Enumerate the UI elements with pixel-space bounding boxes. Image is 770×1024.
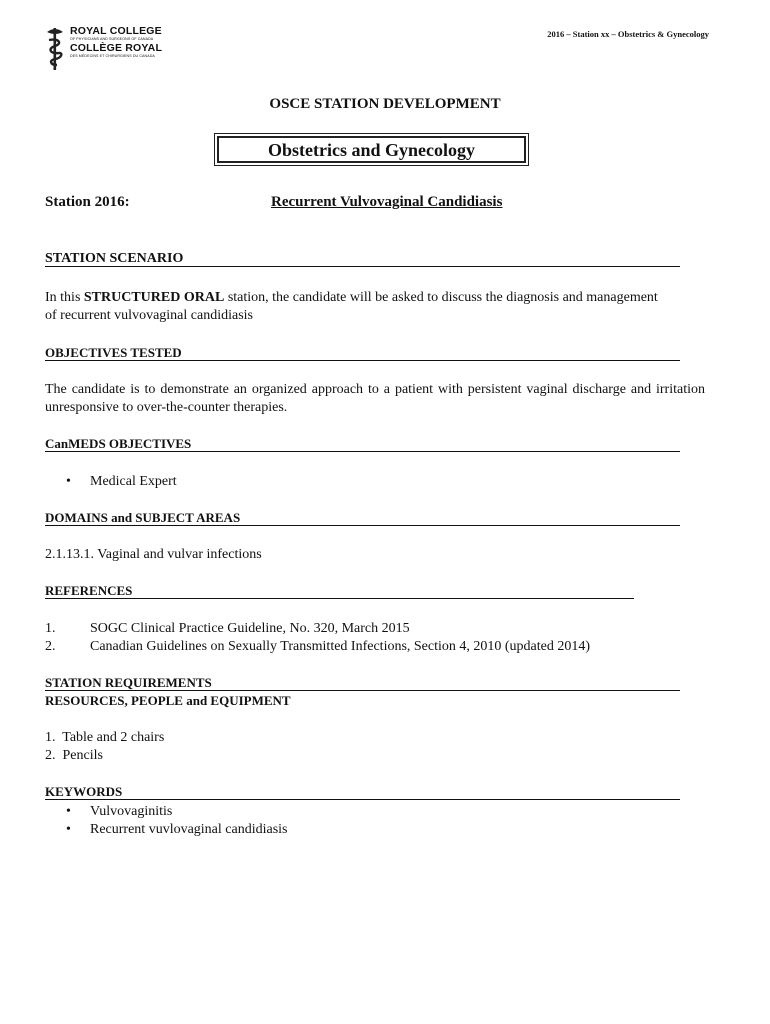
logo-line-royal-college: ROYAL COLLEGE xyxy=(70,25,162,37)
section-heading-keywords: KEYWORDS xyxy=(45,784,680,800)
section-heading-references: REFERENCES xyxy=(45,583,634,599)
reference-text: SOGC Clinical Practice Guideline, No. 320, March 2015 xyxy=(90,621,410,636)
list-item: 1. Table and 2 chairs xyxy=(45,730,165,745)
reference-text: Canadian Guidelines on Sexually Transmitted Infections, Section 4, 2010 (updated 2014) xyxy=(90,639,591,654)
section-subheading-resources: RESOURCES, PEOPLE and EQUIPMENT xyxy=(45,693,291,708)
rod-of-asclepius-icon xyxy=(44,26,66,72)
list-item: • Vulvovaginitis xyxy=(66,803,288,821)
list-item xyxy=(45,638,590,656)
logo-line-college-royal: COLLÈGE ROYAL xyxy=(70,42,163,55)
page-title: OSCE STATION DEVELOPMENT xyxy=(269,96,501,112)
section-heading-domains: DOMAINS and SUBJECT AREAS xyxy=(45,510,680,526)
scenario-text xyxy=(45,289,665,325)
logo-line-subtitle-fr: DES MÉDECINS ET CHIRURGIENS DU CANADA xyxy=(70,53,155,58)
section-heading-objectives: OBJECTIVES TESTED xyxy=(45,345,680,361)
logo-line-subtitle-en: OF PHYSICIANS AND SURGEONS OF CANADA xyxy=(70,36,154,41)
specialty-title: Obstetrics and Gynecology xyxy=(217,136,526,163)
canmeds-list xyxy=(66,473,177,491)
domains-text: 2.1.13.1. Vaginal and vulvar infections xyxy=(45,547,262,562)
list-item: • Recurrent vuvlovaginal candidiasis xyxy=(66,821,288,839)
list-item xyxy=(45,620,590,638)
reference-number: 2. xyxy=(45,639,56,654)
scenario-text-post: station, the candidate will be asked to discuss the diagnosis and management of recurrent vulvovaginal candidiasis xyxy=(45,290,658,323)
running-header: 2016 – Station xx – Obstetrics & Gynecology xyxy=(547,29,709,39)
list-item: 2. Pencils xyxy=(45,748,103,763)
reference-number: 1. xyxy=(45,621,56,636)
list-item: • Medical Expert xyxy=(66,473,177,491)
section-heading-requirements: STATION REQUIREMENTS xyxy=(45,675,680,691)
section-heading-canmeds: CanMEDS OBJECTIVES xyxy=(45,436,680,452)
specialty-title-box xyxy=(214,133,529,166)
station-label: Station 2016: xyxy=(45,194,130,210)
royal-college-logo xyxy=(44,26,162,72)
objectives-text: The candidate is to demonstrate an organized approach to a patient with persistent vaginal discharge and irritation unresponsive to over-the-counter therapies. xyxy=(45,382,705,415)
requirements-list xyxy=(45,729,164,765)
section-heading-scenario: STATION SCENARIO xyxy=(45,251,680,267)
scenario-text-bold: STRUCTURED ORAL xyxy=(83,290,225,305)
keywords-list xyxy=(66,803,288,839)
station-title: Recurrent Vulvovaginal Candidiasis xyxy=(271,194,503,210)
references-list xyxy=(45,620,590,656)
scenario-text-pre: In this xyxy=(45,290,84,305)
